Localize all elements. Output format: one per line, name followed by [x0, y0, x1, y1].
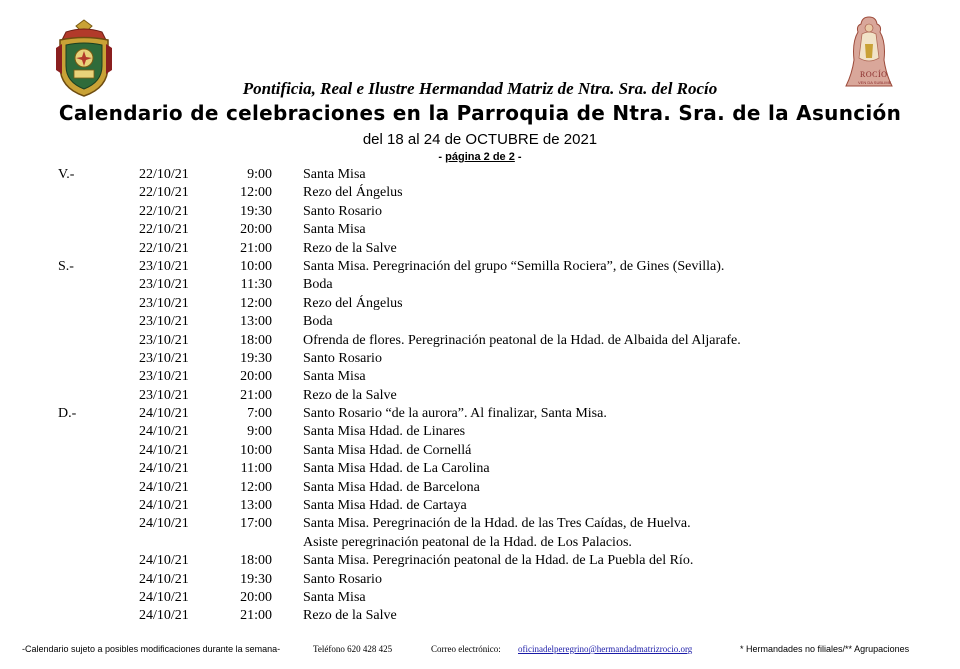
schedule-row: [0, 590, 960, 608]
schedule-date: 24/10/21: [139, 571, 189, 587]
schedule-row: [0, 222, 960, 240]
schedule-date: 22/10/21: [139, 240, 189, 256]
schedule-event: Santa Misa. Peregrinación del grupo “Semilla Rociera”, de Gines (Sevilla).: [303, 258, 725, 274]
schedule-event: Santa Misa. Peregrinación de la Hdad. de las Tres Caídas, de Huelva.: [303, 516, 691, 532]
schedule-row: [0, 535, 960, 553]
schedule-event: Santa Misa Hdad. de Cornellá: [303, 442, 472, 458]
schedule-row: [0, 296, 960, 314]
schedule-event: Santa Misa: [303, 589, 366, 605]
schedule-event: Rezo del Ángelus: [303, 295, 403, 311]
schedule-date: 24/10/21: [139, 442, 189, 458]
schedule-time: 13:00: [240, 314, 272, 330]
schedule-time: 20:00: [240, 222, 272, 238]
schedule-event: Santa Misa Hdad. de Cartaya: [303, 498, 467, 514]
schedule-row: [0, 480, 960, 498]
schedule-time: 12:00: [240, 185, 272, 201]
footer: [0, 644, 960, 658]
schedule-time: 12:00: [240, 479, 272, 495]
schedule-event: Santa Misa Hdad. de La Carolina: [303, 461, 490, 477]
schedule-time: 21:00: [240, 608, 272, 624]
schedule-event: Boda: [303, 314, 333, 330]
schedule-row: [0, 516, 960, 534]
schedule-time: 18:00: [240, 332, 272, 348]
schedule-date: 24/10/21: [139, 589, 189, 605]
schedule-row: [0, 608, 960, 626]
schedule-event: Rezo de la Salve: [303, 387, 397, 403]
schedule-row: [0, 333, 960, 351]
schedule-row: [0, 498, 960, 516]
schedule-time: 19:30: [240, 350, 272, 366]
logo-text: ROCÍO: [860, 70, 888, 79]
schedule-date: 24/10/21: [139, 479, 189, 495]
date-range: del 18 al 24 de OCTUBRE de 2021: [362, 131, 598, 148]
schedule-event: Rezo del Ángelus: [303, 185, 403, 201]
schedule-date: 22/10/21: [139, 167, 189, 182]
footer-phone: Teléfono 620 428 425: [313, 644, 393, 654]
schedule-event: Santa Misa: [303, 369, 366, 385]
schedule-row: [0, 461, 960, 479]
schedule-day: D.-: [58, 406, 77, 422]
schedule-event: Santa Misa: [303, 167, 366, 182]
schedule-date: 24/10/21: [139, 406, 189, 422]
schedule-row: [0, 167, 960, 185]
schedule-date: 22/10/21: [139, 185, 189, 201]
schedule-time: 9:00: [247, 424, 272, 440]
schedule-time: 11:30: [240, 277, 272, 293]
page-number: [0, 151, 960, 163]
footer-email-label: Correo electrónico:: [431, 644, 501, 654]
schedule-row: [0, 388, 960, 406]
schedule-list: [0, 167, 960, 627]
schedule-event: Rezo de la Salve: [303, 608, 397, 624]
schedule-event: Santa Misa Hdad. de Barcelona: [303, 479, 480, 495]
schedule-time: 17:00: [240, 516, 272, 532]
schedule-time: 10:00: [240, 442, 272, 458]
schedule-time: 10:00: [240, 258, 272, 274]
schedule-time: 20:00: [240, 369, 272, 385]
footer-note: -Calendario sujeto a posibles modificaciones durante la semana-: [22, 644, 281, 654]
schedule-event: Santa Misa. Peregrinación peatonal de la Hdad. de La Puebla del Río.: [303, 553, 694, 569]
schedule-row: [0, 553, 960, 571]
schedule-date: 24/10/21: [139, 461, 189, 477]
schedule-date: 24/10/21: [139, 424, 189, 440]
schedule-time: 18:00: [240, 553, 272, 569]
schedule-day: V.-: [58, 167, 75, 182]
schedule-date: 24/10/21: [139, 516, 189, 532]
logo-subtext: VEN DA SUBLIME: [858, 80, 892, 85]
schedule-date: 23/10/21: [139, 387, 189, 403]
schedule-event: Rezo de la Salve: [303, 240, 397, 256]
schedule-date: 23/10/21: [139, 258, 189, 274]
schedule-event: Santo Rosario “de la aurora”. Al finalizar, Santa Misa.: [303, 406, 607, 422]
schedule-time: 11:00: [240, 461, 272, 477]
schedule-row: [0, 314, 960, 332]
schedule-date: 23/10/21: [139, 277, 189, 293]
schedule-time: 13:00: [240, 498, 272, 514]
schedule-date: 24/10/21: [139, 608, 189, 624]
schedule-date: 22/10/21: [139, 203, 189, 219]
schedule-row: [0, 204, 960, 222]
schedule-time: 21:00: [240, 240, 272, 256]
schedule-date: 23/10/21: [139, 332, 189, 348]
schedule-row: [0, 241, 960, 259]
schedule-time: 21:00: [240, 387, 272, 403]
schedule-date: 23/10/21: [139, 295, 189, 311]
schedule-row: [0, 351, 960, 369]
page-suffix: -: [514, 151, 522, 163]
schedule-date: 23/10/21: [139, 314, 189, 330]
schedule-row: [0, 443, 960, 461]
schedule-time: 7:00: [247, 406, 272, 422]
schedule-row: [0, 572, 960, 590]
schedule-date: 23/10/21: [139, 350, 189, 366]
schedule-row: [0, 277, 960, 295]
schedule-date: 24/10/21: [139, 498, 189, 514]
schedule-date: 24/10/21: [139, 553, 189, 569]
schedule-date: 23/10/21: [139, 369, 189, 385]
schedule-row: [0, 424, 960, 442]
schedule-event: Santo Rosario: [303, 203, 382, 219]
schedule-event: Santo Rosario: [303, 350, 382, 366]
schedule-event: Boda: [303, 277, 333, 293]
schedule-row: [0, 259, 960, 277]
schedule-row: [0, 185, 960, 203]
schedule-event: Santa Misa: [303, 222, 366, 238]
footer-email-link[interactable]: oficinadelperegrino@hermandadmatrizrocio.org: [518, 644, 693, 654]
page-label: página 2 de 2: [445, 151, 515, 163]
schedule-day: S.-: [58, 258, 74, 274]
schedule-time: 12:00: [240, 295, 272, 311]
schedule-time: 19:30: [240, 571, 272, 587]
page-prefix: -: [438, 151, 446, 163]
schedule-time: 20:00: [240, 589, 272, 605]
schedule-time: 9:00: [247, 167, 272, 182]
schedule-event: Santa Misa Hdad. de Linares: [303, 424, 466, 440]
schedule-row: [0, 369, 960, 387]
schedule-date: 22/10/21: [139, 222, 189, 238]
schedule-event: Asiste peregrinación peatonal de la Hdad. de Los Palacios.: [303, 534, 632, 550]
schedule-event: Ofrenda de flores. Peregrinación peatonal de la Hdad. de Albaida del Aljarafe.: [303, 332, 741, 348]
hermandad-name: Pontificia, Real e Ilustre Hermandad Matriz de Ntra. Sra. del Rocío: [242, 79, 718, 98]
schedule-row: [0, 406, 960, 424]
schedule-event: Santo Rosario: [303, 571, 382, 587]
page-title: Calendario de celebraciones en la Parroquia de Ntra. Sra. de la Asunción: [58, 101, 902, 125]
schedule-time: 19:30: [240, 203, 272, 219]
footer-legend: * Hermandades no filiales/** Agrupaciones: [740, 644, 910, 654]
